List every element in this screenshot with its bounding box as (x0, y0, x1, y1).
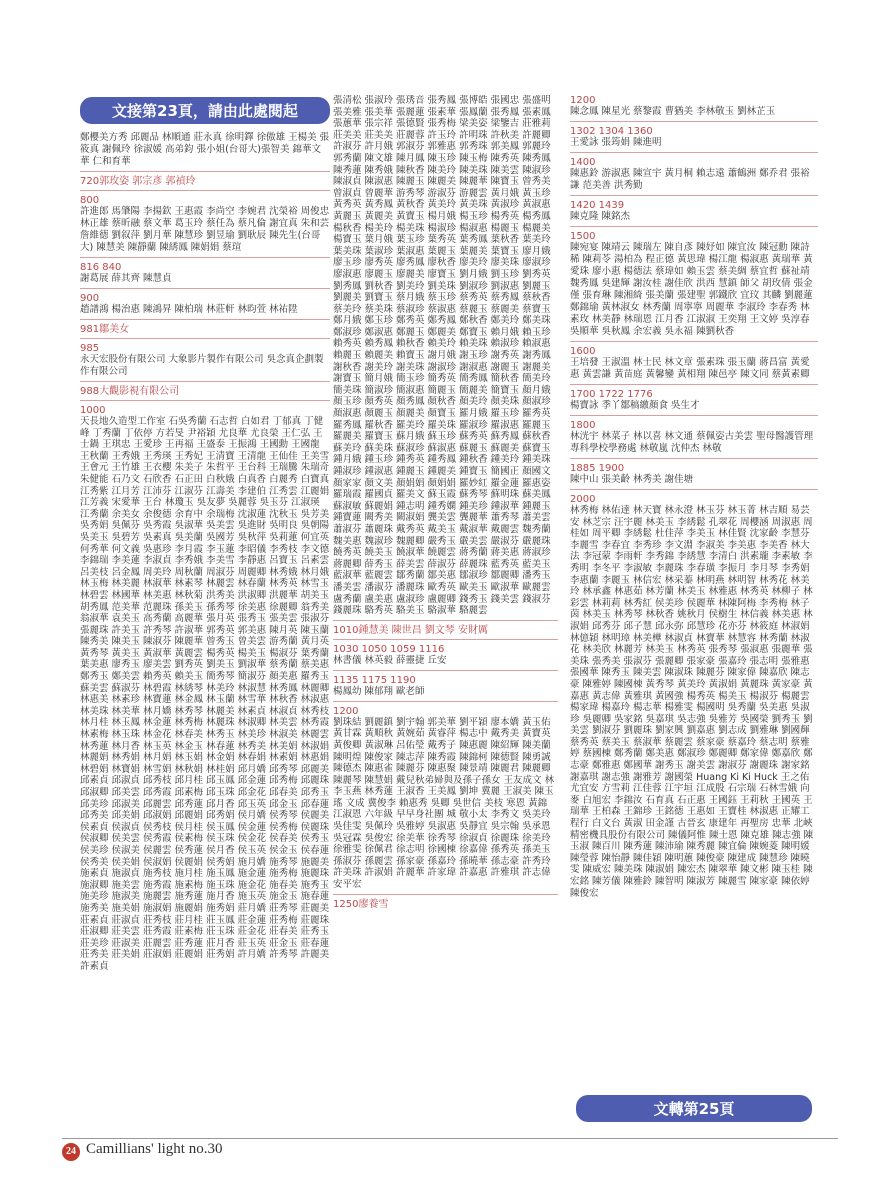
donor-section (80, 343, 330, 382)
donor-names: 趙譜鴻 楊治惠 陳鴻昇 陳柏瑞 林莊軒 林昀萱 林祐陞 (80, 304, 298, 315)
right-column (570, 95, 818, 1125)
donor-names: 陳宛宴 陳靖云 陳瑞左 陳自彥 陳妤如 陳宜汝 陳冠勳 陳詩稀 陳莉苓 湯柏為 程正德 黃思瑋 楊江龍 楊淑惠 黃瑞華 黃愛珠 廖小惠 楊德法 蔡瑋如 賴玉雲 蔡美綢 蔡宜哲 蘇祉靖 魏秀鳳 吳建輝 謝汝桂 謝佳欣 洪西 慧鎮 師父 胡玫倩 張金僅 張育琳 陳湘綺 張美蘭 張建聖 郭鐵欣 宜玟 其麟 劉麗蓮 鄭錦瑜 黃林淑女 林秀蘭 周寧寧 周麗華 李淑玲 李春秀 林素玫 林美靜 林瑞恩 江月香 江淑淑 王奕翔 王文婷 吳淳春 吳順華 吳秋鳳 余宏義 吳永福 陳劉秋香 (570, 242, 813, 337)
donor-names: 劉珠結 劉麗鎮 劉宇翰 郭美華 劉平穎 廖本嬌 黃玉佑 黃甘霖 黃順秋 黃婉茹 黃睿萍 楊志中 戴秀美 黃寶英 黃俊卿 黃淑琳 呂佑瑩 戴秀子 陳惠麗 陳紹輝 陳美蘭 陳明煌 陳俊家 陳志萍 陳秀霞 陳錦柯 陳德賢 陳勇誠 陳德杰 陳惠雀 陳麗芬 陳惠聚 陳景靖 陳麗君 陳麗卿 陳麗琴 陳慧娟 戴兒秋弟婦與及孫子孫女 王友成文 林李玉燕 林秀蓮 王淑香 王美鳳 劉坤 冀麗 王淑美 陳玉瑤 文成 冀俊李 賴惠秀 吳卿 吳世信 美枝 寒恩 黃錦 江淑恩 六年級 早早身社團 城 敬小太 李秀文 吳美玲 吳佳雯 吳佩玲 吳雅婷 吳淑惠 吳靜宜 吳宗翰 吳承恩 吳冠霖 吳俊宏 徐美華 徐秀琴 徐淑貞 徐麗珠 徐美玲 徐雅雯 徐佩君 徐志明 徐國棟 徐嘉偉 孫秀英 孫美玉 孫淑芬 孫麗雲 孫家豪 孫嘉玲 孫曉華 孫志豪 許秀玲 許美珠 許淑娟 許麗華 許家瑋 許嘉惠 許雅琪 許志偉 安平宏 (333, 716, 555, 891)
left-column (80, 95, 330, 1135)
donor-section (80, 176, 330, 191)
donor-names: 林書儀 林英毅 薛靈捷 丘安 (333, 654, 447, 666)
donor-names: 謝葛展 薛其齊 陳慧貞 (80, 273, 172, 284)
donor-section (80, 324, 330, 339)
donor-names: 陳克隆 陳銘杰 (570, 211, 631, 222)
middle-column (333, 95, 558, 1135)
donor-section (80, 386, 330, 401)
section-heading: 1600 (570, 346, 596, 357)
continued-from-header: 文接第23頁，請由此處閱起 (80, 97, 330, 124)
donor-section (570, 200, 818, 227)
donor-section (333, 625, 558, 640)
continued-on-footer-wrap (576, 1085, 812, 1122)
donor-section (80, 262, 330, 289)
donor-names: 陳中山 張美齡 林秀美 謝佳塘 (570, 474, 694, 485)
section-heading: 720郭玫姿 郭宗彥 郭禎玲 (80, 176, 196, 187)
donor-section (333, 95, 558, 621)
donor-names: 天長地久造型工作室 石吳秀蘭 石志哲 白如君 丁郁真 丁健峰 丁秀蘭 丁依停 方若旻 尹裕穎 尤良華 尤良榮 王仁弘 王士鍋 王琪忠 王愛珍 王再福 王盛泰 王振鴻 王國勳 王國龍 王秋蘭 王秀娥 王秀瑛 王秀妃 王清寶 王清龍 王仙佳 王美雪 王會元 王竹雄 王衣櫻 朱美子 朱哲平 王台科 王瑞騰 朱瑞奇 朱健能 石乃文 石欣香 石正田 白秋娥 白真香 白麗秀 白寶真 江秀紫 江月芳 江沛芬 江淑芬 江壽美 李建伯 江秀雲 江麗娟 江芳義 宋愛華 王台 林瓊玉 吳友夢 吳麗蓉 吳玉芬 江淑瑛 江秀蘭 余美女 余俊德 余育中 余瑞梅 沈淑蓮 沈秋玉 吳芳美 吳秀娟 吳佩芬 吳秀霞 吳淑華 吳美雲 吳進財 吳明良 吳朝陽 吳美玉 吳碧芳 吳素真 吳美蘭 吳國芳 吳秋萍 吳莉蓮 何宜英 何秀華 何文義 吳惠珍 李月霞 李玉蓮 李昭儀 李秀枝 李文德 李錦瑞 李美蓮 李淑貞 李秀娥 李美雪 李靜惠 呂寶玉 呂素雲 呂美枝 呂金鳳 周美玲 周秋蘭 周淑芬 周麗卿 林秀娥 林月娥 林玉梅 林美麗 林淑華 林素琴 林麗雲 林春蘭 林秀英 林雪玉 林碧雲 林國華 林美惠 林秋菊 洪秀美 洪淑卿 洪麗華 胡美玉 胡秀鳳 范美華 范麗珠 孫美玉 孫秀琴 徐美惠 徐麗卿 翁秀美 翁淑華 袁美玉 高秀蘭 高麗華 張月英 張秀玉 張美雲 張淑芬 張麗珠 許美玉 許秀琴 許淑華 郭秀英 郭美惠 陳月英 陳玉蘭 陳秀美 陳美玉 陳淑芬 陳麗華 曾秀玉 曾美雲 游秀蘭 黃月英 黃秀琴 黃美玉 黃淑華 黃麗雲 楊秀英 楊美玉 楊淑芬 葉秀蘭 葉美惠 廖秀玉 廖美雲 劉秀英 劉美玉 劉淑華 蔡秀蘭 蔡美惠 鄭秀玉 鄭美雲 賴秀英 賴美玉 簡秀琴 簡淑芬 顏美惠 羅秀玉 蘇美雲 蘇淑芬 林碧霞 林綉琴 林美玲 林淑慧 林秀鳳 林麗卿 林惠美 林素珍 林寶蓮 林金鳳 林玉蘭 林雪華 林秋香 林淑惠 林美珠 林美華 林月嬌 林秀琴 林麗美 林素貞 林淑貞 林秀枝 林月桂 林玉鳳 林金蓮 林秀梅 林麗珠 林淑卿 林美雲 林秀霞 林素梅 林玉珠 林金花 林春美 林秀玉 林美珍 林淑美 林麗雲 林秀蓮 林月香 林玉英 林金玉 林春蓮 林秀美 林美娟 林淑娟 林麗娟 林秀娟 林月娟 林玉娟 林金娟 林春娟 林素娟 林惠娟 林碧娟 林寶娟 林雪娟 林秋娟 林桂娟 邱月嬌 邱秀琴 邱麗美 邱素貞 邱淑貞 邱秀枝 邱月桂 邱玉鳳 邱金蓮 邱秀梅 邱麗珠 邱淑卿 邱美雲 邱秀霞 邱素梅 邱玉珠 邱金花 邱春美 邱秀玉 邱美珍 邱淑美 邱麗雲 邱秀蓮 邱月香 邱玉英 邱金玉 邱春蓮 邱秀美 邱美娟 邱淑娟 邱麗娟 邱秀娟 侯月嬌 侯秀琴 侯麗美 侯素貞 侯淑貞 侯秀枝 侯月桂 侯玉鳳 侯金蓮 侯秀梅 侯麗珠 侯淑卿 侯美雲 侯秀霞 侯素梅 侯玉珠 侯金花 侯春美 侯秀玉 侯美珍 侯淑美 侯麗雲 侯秀蓮 侯月香 侯玉英 侯金玉 侯春蓮 侯秀美 侯美娟 侯淑娟 侯麗娟 侯秀娟 施月嬌 施秀琴 施麗美 施素貞 施淑貞 施秀枝 施月桂 施玉鳳 施金蓮 施秀梅 施麗珠 施淑卿 施美雲 施秀霞 施素梅 施玉珠 施金花 施春美 施秀玉 施美珍 施淑美 施麗雲 施秀蓮 施月香 施玉英 施金玉 施春蓮 施秀美 施美娟 施淑娟 施麗娟 施秀娟 莊月嬌 莊秀琴 莊麗美 莊素貞 莊淑貞 莊秀枝 莊月桂 莊玉鳳 莊金蓮 莊秀梅 莊麗珠 莊淑卿 莊美雲 莊秀霞 莊素梅 莊玉珠 莊金花 莊春美 莊秀玉 莊美珍 莊淑美 莊麗雲 莊秀蓮 莊月香 莊玉英 莊金玉 莊春蓮 莊秀美 莊美娟 莊淑娟 莊麗娟 莊秀娟 許月嬌 許秀琴 許麗美 許素貞 (80, 416, 330, 972)
donor-section (570, 157, 818, 196)
donor-names: 永天宏股份有限公司 大象影片製作有限公司 吳念真企劃製作有限公司 (80, 354, 324, 377)
section-heading: 1800 (570, 420, 596, 431)
donor-names: 王愛詠 張筠娟 陳進明 (570, 137, 662, 148)
section-heading: 1302 1304 1360 (570, 126, 653, 137)
section-heading: 981鄒美女 (80, 324, 130, 335)
donor-section (80, 195, 330, 258)
section-heading: 1010鍾慧美 陳世昌 劉文琴 安財厲 (333, 624, 488, 636)
section-heading: 1200 (570, 95, 596, 106)
footer-rule (62, 1138, 838, 1139)
donor-section (570, 95, 818, 122)
continued-on-footer: 文轉第25頁 (576, 1095, 812, 1122)
donor-section (570, 126, 818, 153)
section-heading: 1700 1722 1776 (570, 389, 653, 400)
donor-section (570, 346, 818, 385)
donor-section (570, 420, 818, 459)
donor-section (80, 132, 330, 172)
section-heading: 1500 (570, 231, 596, 242)
section-heading: 1030 1050 1059 1116 (333, 643, 445, 655)
section-heading: 988大觀影視有限公司 (80, 386, 180, 397)
donor-names: 林洸宇 林菜子 林以喜 林文通 蔡佩姿古美雲 聖母醫護管理專科學校學務處 林敬嵐 沈仲杰 林敬 (570, 431, 814, 454)
section-heading: 1200 (333, 705, 359, 717)
magazine-title: Camillians' light no.30 (86, 1141, 223, 1157)
donor-section (570, 231, 818, 342)
donor-section (80, 293, 330, 320)
section-heading: 985 (80, 343, 100, 354)
donor-names: 楊鳳幼 陳郁翔 歐老師 (333, 685, 425, 697)
section-heading: 1250廖養雪 (333, 898, 389, 910)
donor-section (333, 675, 558, 702)
donor-names: 王培發 王淑溫 林士民 林文章 張素珠 張玉蘭 蔣昌富 黃愛惠 黃雲謙 黃苗庭 黃馨鑾 黃相翔 陳邑亭 陳文同 蔡黃素卿 (570, 357, 810, 380)
donor-names: 陳念鳳 陳星光 蔡黎霞 曹猶美 李林敬玉 劉林芷玉 (570, 106, 776, 117)
donor-names: 楊寶詠 季丫鄒稿繳顏食 吳生才 (570, 400, 700, 411)
section-heading: 1420 1439 (570, 200, 625, 211)
section-heading: 1885 1900 (570, 463, 625, 474)
donor-section (80, 405, 330, 976)
page-number: 24 (62, 1143, 80, 1161)
section-heading: 1400 (570, 157, 596, 168)
section-heading: 900 (80, 293, 100, 304)
donor-section (570, 463, 818, 490)
donor-names: 林秀梅 林佑達 林天寶 林永澄 林玉芬 林玉菁 林吉順 易芸安 林芝宗 汪宇麗 林美玉 李綉鬆 孔翠花 周櫻涵 周淑惠 周桂如 周平卿 李綉鬆 杜佳萍 李美玉 林佳賢 沈家齡 李慧芬 李麗雪 李春宜 李秀珍 李文淵 李淑美 李美惠 李美香 林大法 李冠蒙 李雨軒 李秀錦 李綉慧 李清白 洪素瓏 李素敏 李秀明 李冬平 李淑敏 李麗珠 李春璜 李振月 李月琴 李秀娟 李惠蘭 李麗玉 林信宏 林采蓁 林明燕 林明智 林秀花 林美玲 林承鑫 林惠茹 林芳蘭 林美玉 林雅惠 林秀英 林柳子 林彩雲 林莉莉 林秀紅 侯美珍 侯麗華 林陳阿梅 李秀梅 林子茵 林美玉 林秀琴 林秋香 姚秋月 侯樹生 林信義 林美惠 林淑娟 邱秀芬 邱子慧 邱永弥 邱慧珍 花亦芬 林筱庭 林淑娟 林億穎 林明璋 林美樺 林淑貞 林寶華 林慧容 林秀蘭 林淑花 林美欣 林麗芳 林美玉 林秀英 張秀琴 張淑惠 張麗華 張美珠 張秀美 張淑芬 張麗卿 張家豪 張嘉玲 張志明 張雅惠 張國華 陳秀玉 陳美雲 陳淑珠 陳麗芬 陳家偉 陳嘉欣 陳志豪 陳雅婷 陳國棟 黃秀琴 黃美玲 黃淑娟 黃麗珠 黃家豪 黃嘉惠 黃志偉 黃雅琪 黃國強 楊秀英 楊美玉 楊淑芬 楊麗雲 楊家瑋 楊嘉玲 楊志華 楊雅雯 楊國明 吳秀蘭 吳美惠 吳淑珍 吳麗卿 吳家銘 吳嘉琪 吳志強 吳雅芳 吳國榮 劉秀玉 劉美雲 劉淑芬 劉麗珠 劉家興 劉嘉惠 劉志成 劉雅琳 劉國輝 蔡秀英 蔡美玉 蔡淑華 蔡麗雲 蔡家豪 蔡嘉玲 蔡志明 蔡雅婷 蔡國棟 鄭秀蘭 鄭美惠 鄭淑珍 鄭麗卿 鄭家偉 鄭嘉欣 鄭志豪 鄭雅惠 鄭國華 謝秀玉 謝美雲 謝淑芬 謝麗珠 謝家銘 謝嘉琪 謝志強 謝雅芳 謝國榮 Huang Ki Ki Huck 王之佑 尤宜安 方雪莉 江佳蓉 江宇垣 江成殷 石宗瑞 石林雪娥 向麥 白旭宏 李錦汝 石育真 石正惠 王國鈺 王莉秋 王國英 王瑞華 王柏森 王錦珍 王銘德 王惠如 王寶桂 林淑惠 正耀工程行 白文台 黃淑 田金謹 古晉玄 康建年 再聖房 忠華 北峽精密機具股份有限公司 陳儀阿惟 陳士恩 陳克雄 陳志強 陳玉淑 陳百川 陳秀蓮 陳沛瑜 陳秀麗 陳宜倫 陳婉菱 陳明媛 陳瑩蓉 陳怡靜 陳佳穎 陳明蕙 陳俊豪 陳建成 陳慧珍 陳曉雯 陳威宏 陳美珠 陳淑娟 陳宏杰 陳翠華 陳文彬 陳玉桂 陳宏銘 陳芳儀 陳雅鈴 陳智明 陳淑芳 陳麗雪 陳家豪 陳依婷 陳俊宏 (570, 505, 814, 899)
section-heading: 816 840 (80, 262, 122, 273)
donor-section (333, 644, 558, 671)
donor-names: 張清松 張淑玲 張琇音 張秀鳳 張博皓 張國忠 張盛明 張美雅 張美華 張麗蓮 張素華 張鳳蘭 張秀鳳 張素鳳 張蕙華 張宗祥 張德賢 張秀梅 梁美姿 梁鑒吉 莊雅莉 莊美美 莊美美 莊麗蓉 許玉玲 許明珠 許秋美 許麗卿 許淑芬 許月娥 郭淑芬 郭雅惠 郭秀珠 郭美鳳 郭麗玲 郭秀蘭 陳文雄 陳月鳳 陳玉珍 陳玉梅 陳秀英 陳秀鳳 陳秀蓮 陳秀娥 陳秋香 陳美玲 陳美珠 陳美雲 陳淑珍 陳淑貞 陳淑惠 陳麗玉 陳麗美 陳麗華 陳寶玉 曾秀美 曾淑貞 曾麗華 游秀琴 游淑芬 游麗雲 黃月娥 黃玉珍 黃秀英 黃秀鳳 黃秋香 黃美玲 黃美珠 黃淑珍 黃淑惠 黃麗玉 黃麗美 黃寶玉 楊月娥 楊玉珍 楊秀英 楊秀鳳 楊秋香 楊美玲 楊美珠 楊淑珍 楊淑惠 楊麗玉 楊麗美 楊寶玉 葉月娥 葉玉珍 葉秀英 葉秀鳳 葉秋香 葉美玲 葉美珠 葉淑珍 葉淑惠 葉麗玉 葉麗美 葉寶玉 廖月娥 廖玉珍 廖秀英 廖秀鳳 廖秋香 廖美玲 廖美珠 廖淑珍 廖淑惠 廖麗玉 廖麗美 廖寶玉 劉月娥 劉玉珍 劉秀英 劉秀鳳 劉秋香 劉美玲 劉美珠 劉淑珍 劉淑惠 劉麗玉 劉麗美 劉寶玉 蔡月娥 蔡玉珍 蔡秀英 蔡秀鳳 蔡秋香 蔡美玲 蔡美珠 蔡淑珍 蔡淑惠 蔡麗玉 蔡麗美 蔡寶玉 鄭月娥 鄭玉珍 鄭秀英 鄭秀鳳 鄭秋香 鄭美玲 鄭美珠 鄭淑珍 鄭淑惠 鄭麗玉 鄭麗美 鄭寶玉 賴月娥 賴玉珍 賴秀英 賴秀鳳 賴秋香 賴美玲 賴美珠 賴淑珍 賴淑惠 賴麗玉 賴麗美 賴寶玉 謝月娥 謝玉珍 謝秀英 謝秀鳳 謝秋香 謝美玲 謝美珠 謝淑珍 謝淑惠 謝麗玉 謝麗美 謝寶玉 簡月娥 簡玉珍 簡秀英 簡秀鳳 簡秋香 簡美玲 簡美珠 簡淑珍 簡淑惠 簡麗玉 簡麗美 簡寶玉 顏月娥 顏玉珍 顏秀英 顏秀鳳 顏秋香 顏美玲 顏美珠 顏淑珍 顏淑惠 顏麗玉 顏麗美 顏寶玉 羅月娥 羅玉珍 羅秀英 羅秀鳳 羅秋香 羅美玲 羅美珠 羅淑珍 羅淑惠 羅麗玉 羅麗美 羅寶玉 蘇月娥 蘇玉珍 蘇秀英 蘇秀鳳 蘇秋香 蘇美玲 蘇美珠 蘇淑珍 蘇淑惠 蘇麗玉 蘇麗美 蘇寶玉 鍾月娥 鍾玉珍 鍾秀英 鍾秀鳳 鍾秋香 鍾美玲 鍾美珠 鍾淑珍 鍾淑惠 鍾麗玉 鍾麗美 鍾寶玉 簡國正 顏國文 顏家家 顏文美 顏娟娟 顏娟娟 羅妙紅 羅金蓮 羅惠姿 羅瑞霞 羅國貞 羅美文 蘇玉霞 蘇秀琴 蘇明珠 蘇美鳳 蘇淑敏 蘇麗娟 鍾志明 鍾秀嫻 鍾美珍 鍾淑華 鍾麗玉 鍾寶蓮 闕秀美 闕淑娟 龔美雲 龔麗華 蕭秀琴 蕭美雲 蕭淑芬 蕭麗珠 戴秀英 戴美玉 戴淑華 戴麗雲 魏秀蘭 魏美惠 魏淑珍 魏麗卿 嚴秀玉 嚴美雲 嚴淑芬 嚴麗珠 饒秀英 饒美玉 饒淑華 饒麗雲 蔣秀蘭 蔣美惠 蔣淑珍 蔣麗卿 薛秀玉 薛美雲 薛淑芬 薛麗珠 藍秀英 藍美玉 藍淑華 藍麗雲 鄒秀蘭 鄒美惠 鄒淑珍 鄒麗卿 潘秀玉 潘美雲 潘淑芬 潘麗珠 歐秀英 歐美玉 歐淑華 歐麗雲 盧秀蘭 盧美惠 盧淑珍 盧麗卿 錢秀玉 錢美雲 錢淑芬 錢麗珠 駱秀英 駱美玉 駱淑華 駱麗雲 (333, 95, 551, 617)
donor-section (333, 706, 558, 895)
section-heading: 800 (80, 195, 100, 206)
donor-names: 鄭櫻美方秀 邱麗品 林順通 莊永真 徐明鐸 徐傲雄 王楊美 張筱真 謝佩玲 徐淑媛 高弟鈞 張小姐(台哥大)張智美 錦華文華 仁和育華 (80, 132, 330, 167)
section-heading: 1135 1175 1190 (333, 674, 416, 686)
donor-names: 陳惠鈴 游淑惠 陳宣宇 黃月桐 賴志遠 蕭鶴洲 鄭乔君 張裕謙 范美善 洪秀勤 (570, 168, 810, 191)
section-heading: 2000 (570, 494, 596, 505)
donor-section (570, 389, 818, 416)
donor-section (570, 494, 818, 902)
donor-section (333, 899, 558, 913)
donor-names: 許進郎 馬肇陽 李揚欽 王惠霞 李尚空 李婉君 沈榮裕 周俊忠 林正雄 蔡昕融 蔡文華 葛玉玲 蔡任為 蔡凡倫 謝宜真 朱和芸 詹維德 劉叙萍 劉月華 陳慧珍 劉昱瑜 劉耿辰 陳先生(台哥大) 陳慧美 陳靜蘭 陳綉鳳 陳娟娟 蔡瑄 (80, 206, 330, 253)
section-heading: 1000 (80, 405, 106, 416)
